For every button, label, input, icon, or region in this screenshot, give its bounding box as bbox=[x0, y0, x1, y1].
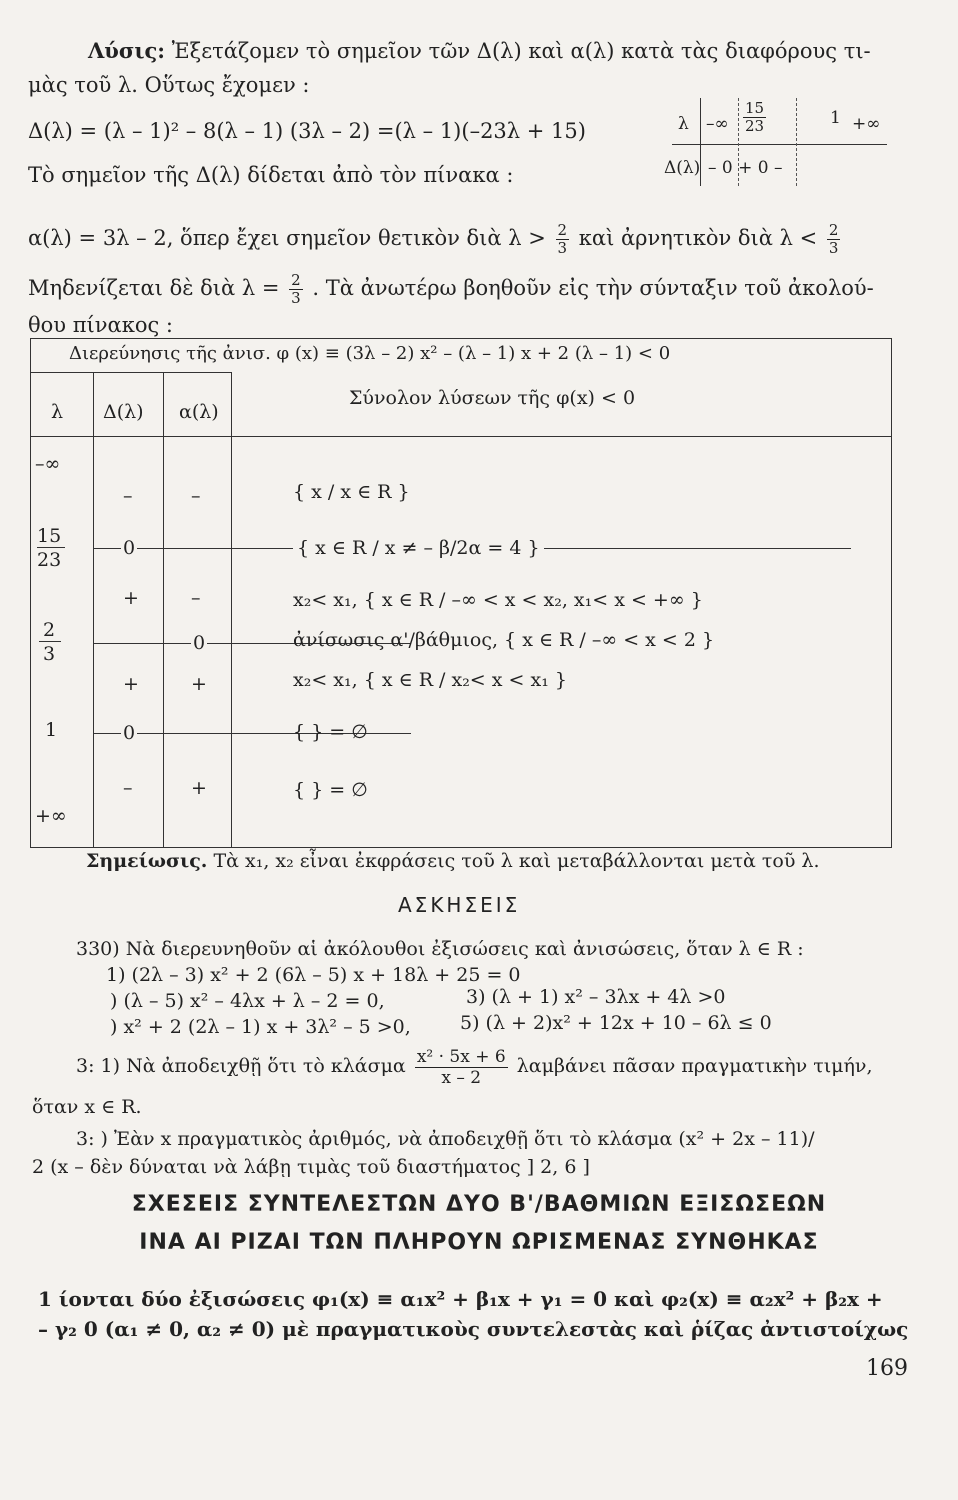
row-3-solution: x₂< x₁, { x ∈ R / –∞ < x < x₂, x₁< x < +∞ } bbox=[293, 589, 703, 611]
note-label: Σημείωσις. bbox=[86, 850, 208, 872]
delta-equation: Δ(λ) = (λ – 1)² – 8(λ – 1) (3λ – 2) =(λ – 1)(–23λ + 15) bbox=[28, 119, 586, 143]
note-line bbox=[86, 848, 820, 874]
exercise-331-c: ὅταν x ∈ R. bbox=[32, 1096, 142, 1118]
header-delta: Δ(λ) bbox=[103, 401, 144, 423]
section-paragraph-1: 1 ίονται δύο ἐξισώσεις φ₁(x) ≡ α₁x² + β₁x + γ₁ = 0 καὶ φ₂(x) ≡ α₂x² + β₂x + bbox=[38, 1287, 883, 1311]
zero-line-text-a: Μηδενίζεται δὲ διὰ λ = bbox=[28, 276, 280, 300]
exercise-330-1: 1) (2λ – 3) x² + 2 (6λ – 5) x + 18λ + 25 = 0 bbox=[106, 964, 521, 986]
lambda-15: 15 bbox=[37, 525, 62, 547]
zero-line-text-b: . Τὰ ἀνωτέρω βοηθοῦν εἰς τὴν σύνταξιν τοῦ ἀκολού- bbox=[312, 276, 874, 300]
row-1-solution: { x / x ∈ R } bbox=[293, 481, 410, 503]
page-number: 169 bbox=[866, 1356, 908, 1381]
lambda-pos-inf: +∞ bbox=[35, 805, 67, 827]
header-solutions: Σύνολον λύσεων τῆς φ(x) < 0 bbox=[349, 387, 636, 409]
row-7-solution: { } = ∅ bbox=[293, 779, 368, 801]
exercise-331-fraction: $\frac{\text{x² · 5x + 6}}{x - 2}$ bbox=[416, 1046, 506, 1088]
exercise-330: 330) Νὰ διερευνηθοῦν αἱ ἀκόλουθοι ἐξισώσεις καὶ ἀνισώσεις, ὅταν λ ∈ R : bbox=[76, 938, 804, 960]
lambda-2: 2 bbox=[43, 619, 56, 641]
sign-table-neg-inf: –∞ bbox=[706, 114, 729, 134]
row-7-alpha: + bbox=[191, 777, 207, 799]
section-paragraph-2: – γ₂ 0 (α₁ ≠ 0, α₂ ≠ 0) μὲ πραγματικοὺς συντελεστὰς καὶ ῥίζας ἀντιστοίχως bbox=[38, 1317, 909, 1341]
exercise-332-a: 3: ) Ἐὰν x πραγματικὸς ἀριθμός, νὰ ἀποδειχθῇ ὅτι τὸ κλάσμα (x² + 2x – 11)/ bbox=[76, 1128, 815, 1150]
solution-label: Λύσις: bbox=[88, 38, 166, 63]
section-title-1: ΣΧΕΣΕΙΣ ΣΥΝΤΕΛΕΣΤΩΝ ΔΥΟ Β'/ΒΑΘΜΙΩΝ ΕΞΙΣΩΣΕΩΝ bbox=[131, 1192, 827, 1217]
table-column-rule bbox=[231, 372, 232, 847]
row-5-solution: x₂< x₁, { x ∈ R / x₂< x < x₁ } bbox=[293, 669, 567, 691]
exercise-331-text-b: λαμβάνει πᾶσαν πραγματικὴν τιμήν, bbox=[516, 1055, 873, 1077]
row-2-solution: { x ∈ R / x ≠ – β/2α = 4 } bbox=[293, 537, 544, 559]
row-1-delta: – bbox=[123, 485, 133, 507]
solution-line-1 bbox=[88, 38, 871, 64]
sign-table-root-1: 1 bbox=[830, 108, 841, 128]
table-column-rule bbox=[93, 372, 94, 847]
row-4-solution: ἀνίσωσις α'/βάθμιος, { x ∈ R / –∞ < x < 2 } bbox=[293, 629, 715, 651]
exercise-330-4: ) x² + 2 (2λ – 1) x + 3λ² – 5 >0, bbox=[110, 1016, 411, 1038]
exercise-332-b: 2 (x – δὲν δύναται νὰ λάβῃ τιμὰς τοῦ διαστήματος ] 2, 6 ] bbox=[32, 1156, 590, 1178]
delta-sign-table bbox=[664, 98, 892, 188]
sign-table-lambda: λ bbox=[678, 114, 689, 134]
sign-table-signs: – 0 + 0 – bbox=[708, 158, 783, 178]
row-6-solution: { } = ∅ bbox=[293, 721, 368, 743]
fraction-2-3: $\frac{2}{3}$ bbox=[828, 221, 839, 257]
lambda-neg-inf: –∞ bbox=[35, 453, 61, 475]
header-alpha: α(λ) bbox=[179, 401, 219, 423]
discussion-table bbox=[30, 338, 892, 848]
sign-table-horizontal-rule bbox=[672, 144, 887, 145]
row-4-alpha: 0 bbox=[193, 632, 206, 654]
note-text: Τὰ x₁, x₂ εἶναι ἐκφράσεις τοῦ λ καὶ μεταβάλλονται μετὰ τοῦ λ. bbox=[213, 850, 820, 872]
row-5-delta: + bbox=[123, 673, 139, 695]
header-lambda: λ bbox=[51, 401, 64, 423]
exercises-heading: ΑΣΚΗΣΕΙΣ bbox=[398, 893, 521, 917]
sign-table-pos-inf: +∞ bbox=[852, 114, 881, 134]
fraction-2-3: $\frac{2}{3}$ bbox=[557, 221, 568, 257]
table-column-rule bbox=[163, 372, 164, 847]
row-3-delta: + bbox=[123, 587, 139, 609]
table-header-rule bbox=[31, 372, 231, 373]
row-7-delta: – bbox=[123, 777, 133, 799]
solution-line-7: θου πίνακος : bbox=[28, 313, 173, 337]
row-3-alpha: – bbox=[191, 587, 201, 609]
solution-line-2: μὰς τοῦ λ. Οὕτως ἔχομεν : bbox=[28, 73, 310, 97]
sign-table-delta: Δ(λ) bbox=[664, 158, 701, 178]
row-5-alpha: + bbox=[191, 673, 207, 695]
row-2-delta: 0 bbox=[123, 537, 136, 559]
sign-table-divider bbox=[796, 98, 797, 186]
zero-line bbox=[28, 272, 874, 307]
section-title-2: ΙΝΑ ΑΙ ΡΙΖΑΙ ΤΩΝ ΠΛΗΡΟΥΝ ΩΡΙΣΜΕΝΑΣ ΣΥΝΘΗΚΑΣ bbox=[139, 1230, 819, 1255]
exercise-330-3: 3) (λ + 1) x² – 3λx + 4λ >0 bbox=[466, 986, 726, 1008]
lambda-fraction-bar bbox=[37, 547, 65, 548]
lambda-3: 3 bbox=[43, 643, 56, 665]
row-6-delta: 0 bbox=[123, 722, 136, 744]
row-1-alpha: – bbox=[191, 485, 201, 507]
fraction-2-3: $\frac{2}{3}$ bbox=[291, 271, 301, 307]
solution-line-4: Τὸ σημεῖον τῆς Δ(λ) δίδεται ἀπὸ τὸν πίνακα : bbox=[28, 163, 514, 187]
exercise-330-5: 5) (λ + 2)x² + 12x + 10 – 6λ ≤ 0 bbox=[460, 1012, 772, 1034]
table-header-rule bbox=[31, 436, 891, 437]
lambda-23: 23 bbox=[37, 549, 62, 571]
alpha-sign-text-b: καὶ ἀρνητικὸν διὰ λ < bbox=[578, 226, 818, 250]
alpha-sign-line bbox=[28, 222, 843, 257]
lambda-1: 1 bbox=[45, 719, 58, 741]
solution-line-1-text: Ἐξετάζομεν τὸ σημεῖον τῶν Δ(λ) καὶ α(λ) κατὰ τὰς διαφόρους τι- bbox=[171, 39, 871, 63]
alpha-sign-text-a: α(λ) = 3λ – 2, ὅπερ ἔχει σημεῖον θετικὸν διὰ λ > bbox=[28, 226, 546, 250]
exercise-331 bbox=[76, 1044, 873, 1088]
lambda-fraction-bar bbox=[39, 641, 61, 642]
exercise-330-2: ) (λ – 5) x² – 4λx + λ – 2 = 0, bbox=[110, 990, 385, 1012]
exercise-331-text-a: 3: 1) Νὰ ἀποδειχθῇ ὅτι τὸ κλάσμα bbox=[76, 1055, 406, 1077]
discussion-table-title: Διερεύνησις τῆς ἀνισ. φ (x) ≡ (3λ – 2) x² – (λ – 1) x + 2 (λ – 1) < 0 bbox=[69, 343, 671, 364]
sign-table-root-15-23: $\frac{15}{23}$ bbox=[745, 99, 765, 135]
